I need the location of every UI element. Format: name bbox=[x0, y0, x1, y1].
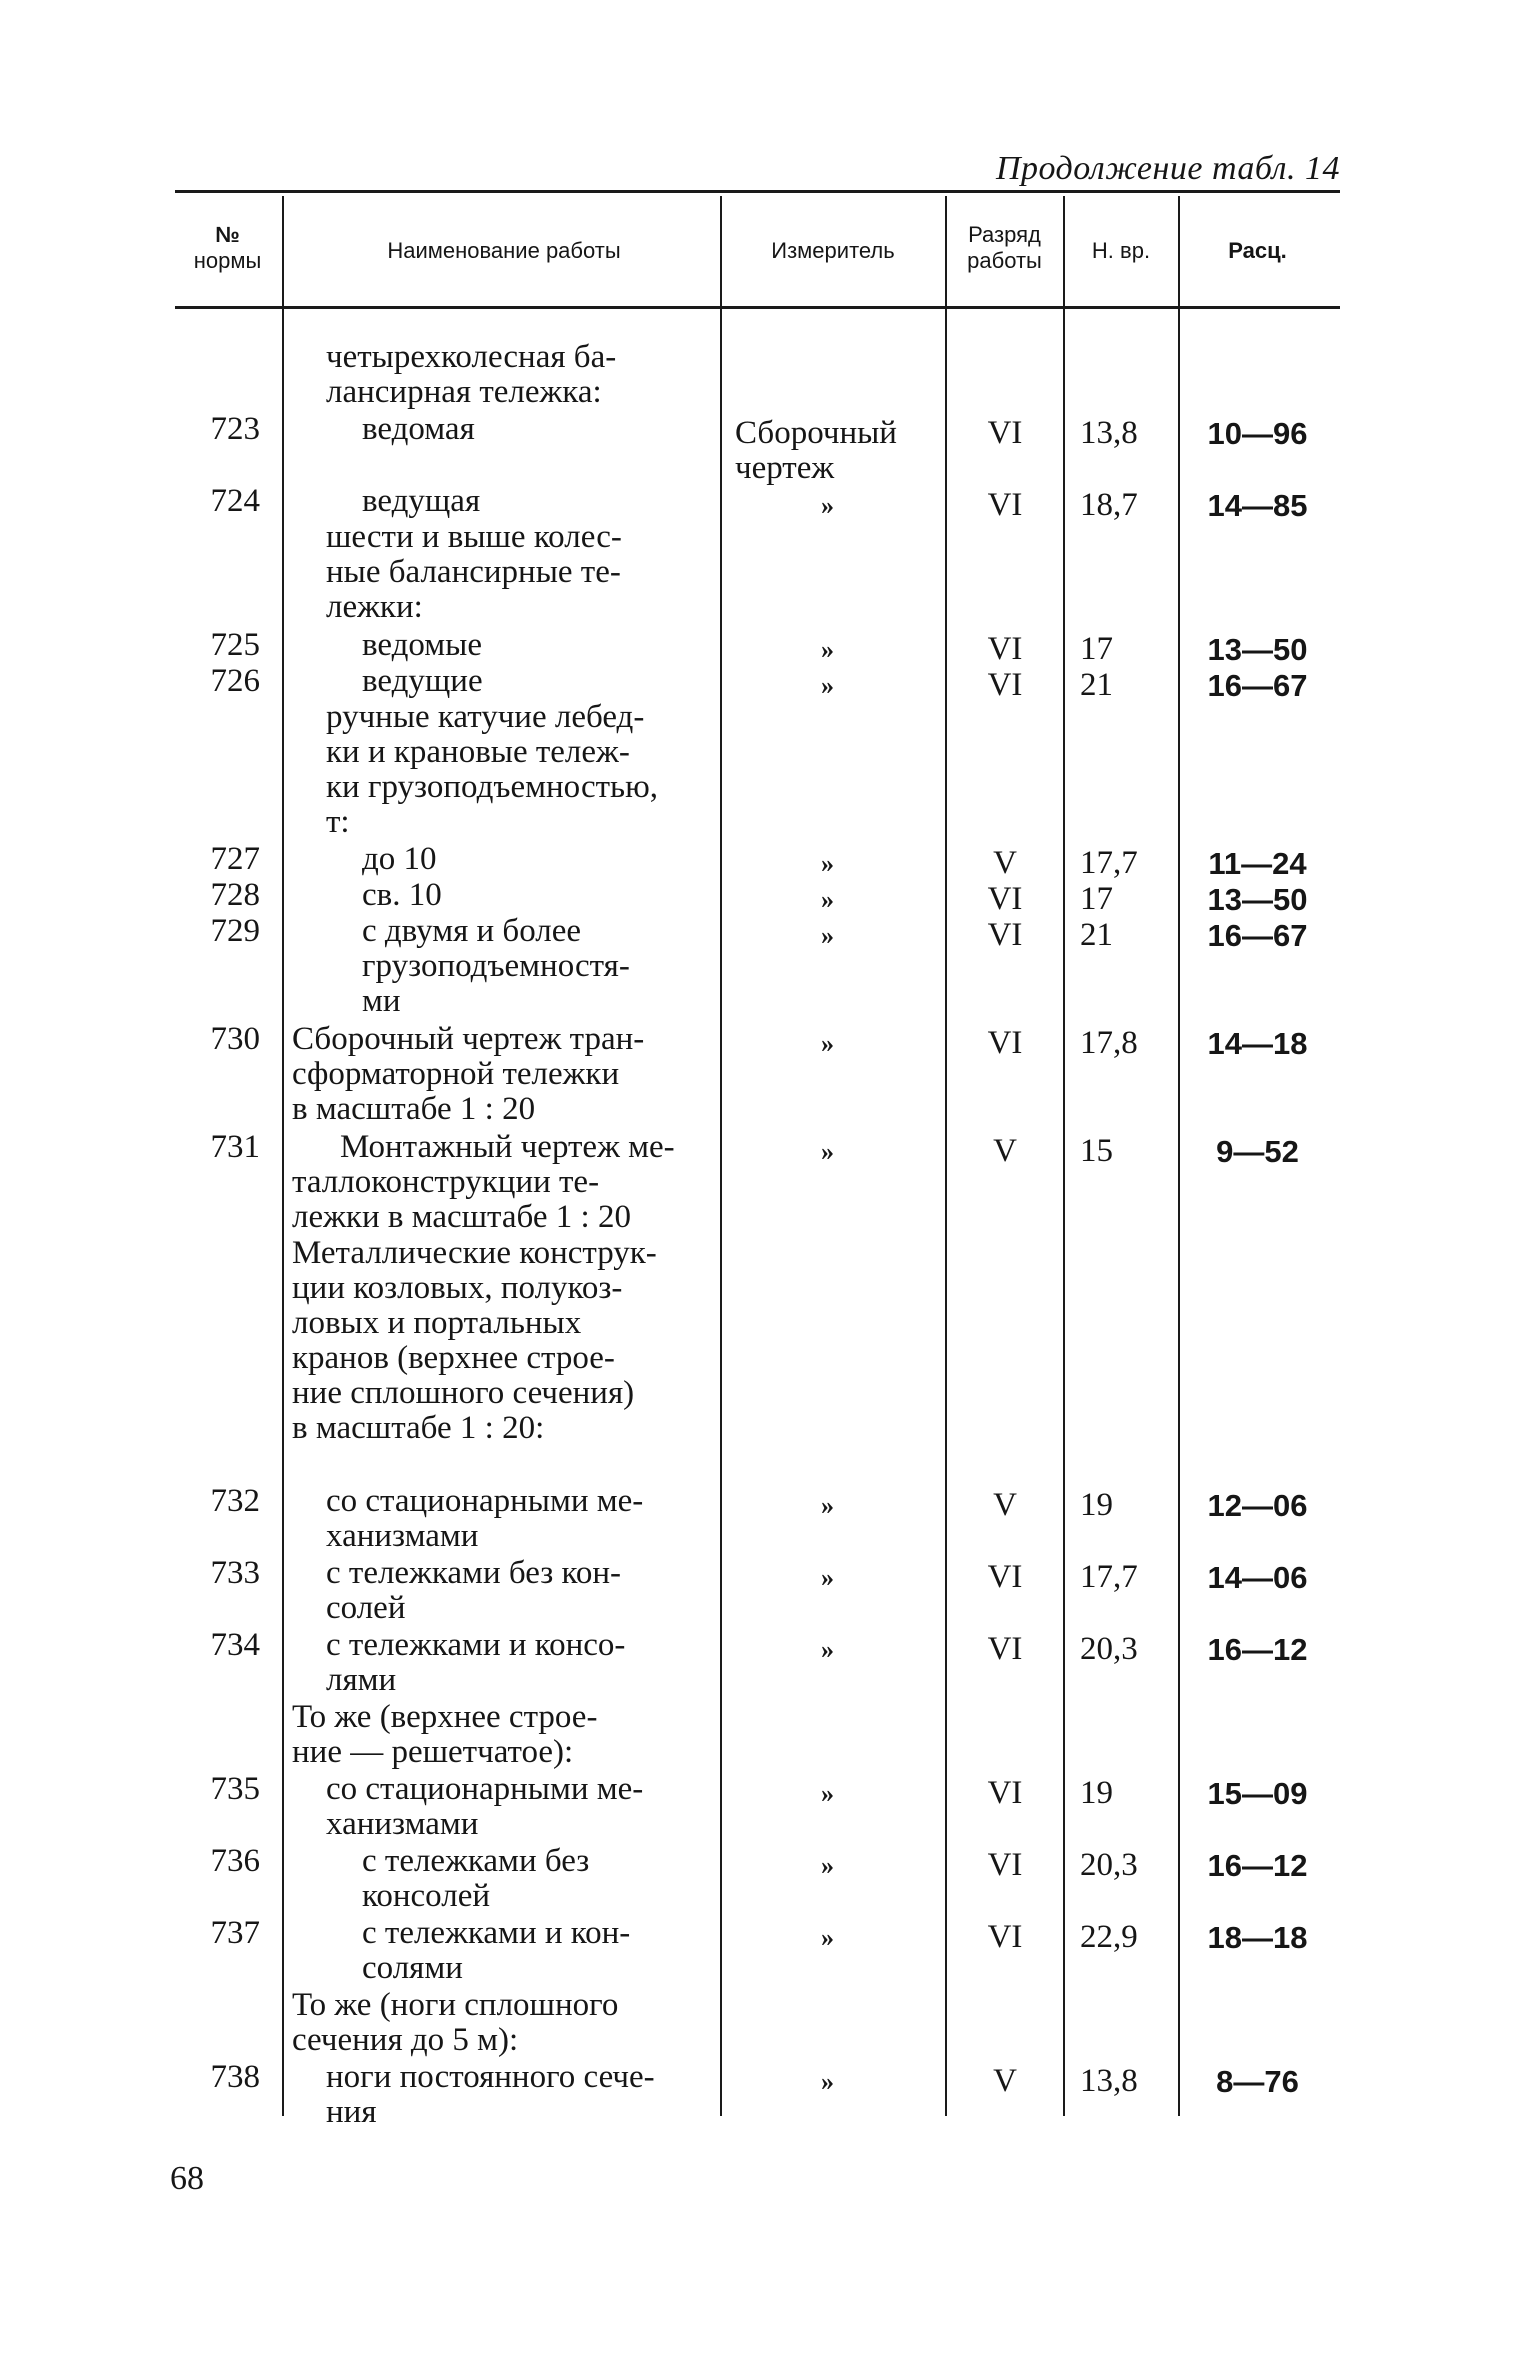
row-2-rate: 14—85 bbox=[1207, 488, 1308, 523]
row-10-name: Сборочный чертеж тран- сформаторной тележки в масштабе 1 : 20 bbox=[292, 1021, 645, 1127]
row-17-number: 735 bbox=[210, 1771, 260, 1807]
row-18-name: с тележками без консолей bbox=[362, 1843, 590, 1914]
row-18-number: 736 bbox=[210, 1843, 260, 1879]
row-4-hours: 17 bbox=[1080, 631, 1113, 667]
row-1-hours: 13,8 bbox=[1080, 415, 1138, 451]
row-1-unit: Сборочный чертеж bbox=[735, 415, 897, 486]
row-18-grade: VI bbox=[987, 1847, 1023, 1883]
row-9-number: 729 bbox=[210, 913, 260, 949]
row-16-name: То же (верхнее строе- ние — решетчатое): bbox=[292, 1699, 598, 1770]
row-17-name: со стационарными ме- ханизмами bbox=[326, 1771, 644, 1842]
row-19-name: с тележками и кон- солями bbox=[362, 1915, 631, 1986]
row-10-grade: VI bbox=[987, 1025, 1023, 1061]
row-11-unit: » bbox=[821, 1137, 834, 1166]
row-1-name: ведомая bbox=[362, 411, 475, 447]
row-10-unit: » bbox=[821, 1029, 834, 1058]
row-7-unit: » bbox=[821, 849, 834, 878]
row-7-hours: 17,7 bbox=[1080, 845, 1138, 881]
header-bottom-rule bbox=[175, 306, 1340, 309]
row-18-rate: 16—12 bbox=[1207, 1848, 1308, 1883]
row-10-hours: 17,8 bbox=[1080, 1025, 1138, 1061]
row-1-rate: 10—96 bbox=[1207, 416, 1308, 451]
row-2-name: ведущая bbox=[362, 483, 481, 519]
row-4-number: 725 bbox=[210, 627, 260, 663]
row-9-hours: 21 bbox=[1080, 917, 1113, 953]
row-13-number: 732 bbox=[210, 1483, 260, 1519]
row-5-unit: » bbox=[821, 671, 834, 700]
row-11-rate: 9—52 bbox=[1216, 1134, 1299, 1169]
row-8-unit: » bbox=[821, 885, 834, 914]
row-5-rate: 16—67 bbox=[1207, 668, 1308, 703]
row-8-hours: 17 bbox=[1080, 881, 1113, 917]
row-13-grade: V bbox=[993, 1487, 1017, 1523]
column-separator-1 bbox=[282, 196, 284, 2116]
row-14-unit: » bbox=[821, 1563, 834, 1592]
row-17-hours: 19 bbox=[1080, 1775, 1113, 1811]
row-0-name: четырехколесная ба- лансирная тележка: bbox=[326, 339, 617, 410]
table-caption: Продолжение табл. 14 bbox=[995, 150, 1340, 187]
row-11-grade: V bbox=[993, 1133, 1017, 1169]
row-19-number: 737 bbox=[210, 1915, 260, 1951]
row-14-grade: VI bbox=[987, 1559, 1023, 1595]
row-11-number: 731 bbox=[210, 1129, 260, 1165]
row-11-hours: 15 bbox=[1080, 1133, 1113, 1169]
row-20-name: То же (ноги сплошного сечения до 5 м): bbox=[292, 1987, 619, 2058]
row-15-number: 734 bbox=[210, 1627, 260, 1663]
row-6-name: ручные катучие лебед- ки и крановые тележ- ки грузоподъемностью, т: bbox=[326, 699, 658, 840]
row-8-name: св. 10 bbox=[362, 877, 442, 913]
row-17-grade: VI bbox=[987, 1775, 1023, 1811]
row-1-number: 723 bbox=[210, 411, 260, 447]
header-rate: Расц. bbox=[1228, 238, 1287, 263]
row-21-name: ноги постоянного сече- ния bbox=[326, 2059, 655, 2130]
row-21-rate: 8—76 bbox=[1216, 2064, 1299, 2099]
row-4-grade: VI bbox=[987, 631, 1023, 667]
row-19-unit: » bbox=[821, 1923, 834, 1952]
row-15-hours: 20,3 bbox=[1080, 1631, 1138, 1667]
row-18-hours: 20,3 bbox=[1080, 1847, 1138, 1883]
row-8-grade: VI bbox=[987, 881, 1023, 917]
row-18-unit: » bbox=[821, 1851, 834, 1880]
page-number: 68 bbox=[170, 2160, 204, 2197]
row-15-grade: VI bbox=[987, 1631, 1023, 1667]
row-15-name: с тележками и консо- лями bbox=[326, 1627, 626, 1698]
row-10-rate: 14—18 bbox=[1207, 1026, 1308, 1061]
row-13-hours: 19 bbox=[1080, 1487, 1113, 1523]
row-4-unit: » bbox=[821, 635, 834, 664]
row-13-unit: » bbox=[821, 1491, 834, 1520]
row-21-grade: V bbox=[993, 2063, 1017, 2099]
row-7-grade: V bbox=[993, 845, 1017, 881]
row-19-hours: 22,9 bbox=[1080, 1919, 1138, 1955]
row-19-grade: VI bbox=[987, 1919, 1023, 1955]
row-8-rate: 13—50 bbox=[1207, 882, 1308, 917]
row-1-grade: VI bbox=[987, 415, 1023, 451]
row-5-number: 726 bbox=[210, 663, 260, 699]
row-13-name: со стационарными ме- ханизмами bbox=[326, 1483, 644, 1554]
row-5-name: ведущие bbox=[362, 663, 483, 699]
table-top-rule bbox=[175, 190, 1340, 193]
row-4-name: ведомые bbox=[362, 627, 482, 663]
row-17-rate: 15—09 bbox=[1207, 1776, 1308, 1811]
row-14-number: 733 bbox=[210, 1555, 260, 1591]
row-9-grade: VI bbox=[987, 917, 1023, 953]
row-21-unit: » bbox=[821, 2067, 834, 2096]
row-14-rate: 14—06 bbox=[1207, 1560, 1308, 1595]
row-21-number: 738 bbox=[210, 2059, 260, 2095]
header-unit: Измеритель bbox=[771, 238, 895, 263]
row-2-number: 724 bbox=[210, 483, 260, 519]
row-10-number: 730 bbox=[210, 1021, 260, 1057]
row-15-unit: » bbox=[821, 1635, 834, 1664]
row-4-rate: 13—50 bbox=[1207, 632, 1308, 667]
row-8-number: 728 bbox=[210, 877, 260, 913]
row-7-name: до 10 bbox=[362, 841, 437, 877]
row-5-hours: 21 bbox=[1080, 667, 1113, 703]
row-14-name: с тележками без кон- солей bbox=[326, 1555, 622, 1626]
row-7-number: 727 bbox=[210, 841, 260, 877]
row-12-name: Металлические конструк- ции козловых, полукоз- ловых и портальных кранов (верхнее строе- ние сплошного сечения) в масштабе 1 : 20: bbox=[292, 1235, 657, 1446]
header-hours: Н. вр. bbox=[1091, 238, 1151, 263]
row-13-rate: 12—06 bbox=[1207, 1488, 1308, 1523]
header-number: № нормы bbox=[193, 222, 262, 273]
row-9-rate: 16—67 bbox=[1207, 918, 1308, 953]
row-11-name: Монтажный чертеж ме- таллоконструкции те- лежки в масштабе 1 : 20 bbox=[292, 1129, 675, 1235]
row-9-unit: » bbox=[821, 921, 834, 950]
row-7-rate: 11—24 bbox=[1208, 846, 1307, 881]
header-name: Наименование работы bbox=[387, 238, 621, 263]
row-17-unit: » bbox=[821, 1779, 834, 1808]
row-14-hours: 17,7 bbox=[1080, 1559, 1138, 1595]
row-5-grade: VI bbox=[987, 667, 1023, 703]
row-19-rate: 18—18 bbox=[1207, 1920, 1308, 1955]
row-2-grade: VI bbox=[987, 487, 1023, 523]
row-2-unit: » bbox=[821, 491, 834, 520]
header-grade: Разряд работы bbox=[967, 222, 1042, 273]
row-2-hours: 18,7 bbox=[1080, 487, 1138, 523]
row-21-hours: 13,8 bbox=[1080, 2063, 1138, 2099]
row-15-rate: 16—12 bbox=[1207, 1632, 1308, 1667]
row-3-name: шести и выше колес- ные балансирные те- лежки: bbox=[326, 519, 622, 625]
row-9-name: с двумя и более грузоподъемностя- ми bbox=[362, 913, 630, 1019]
